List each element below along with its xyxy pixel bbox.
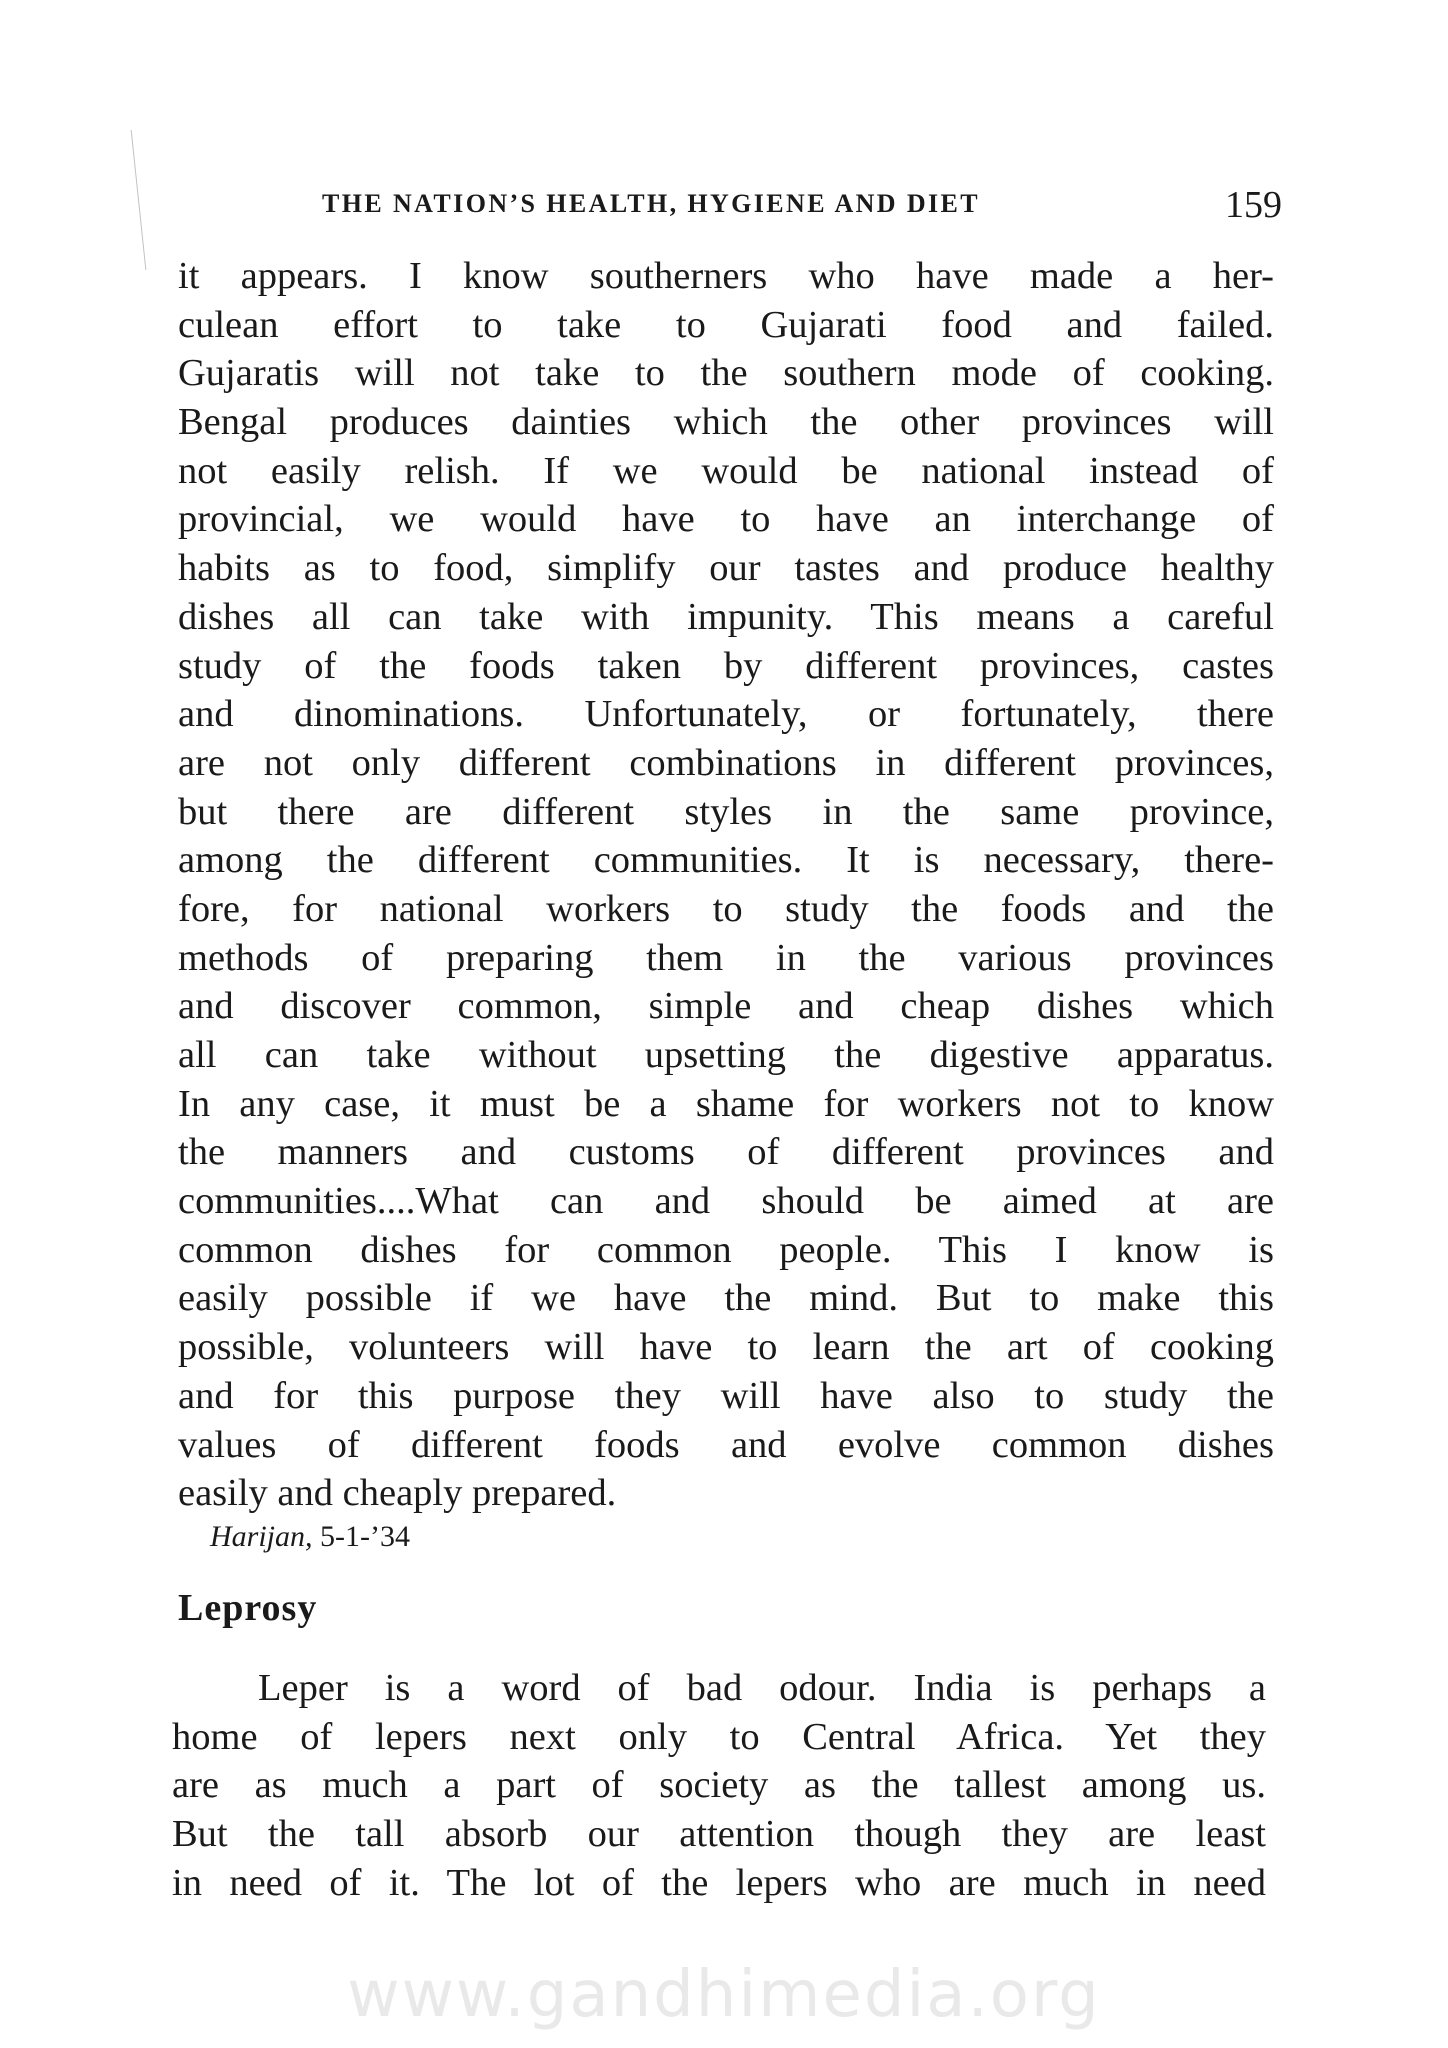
- text-line: provincial, we would have to have an interchange of: [178, 498, 1274, 541]
- text-line: easily and cheaply prepared.: [178, 1472, 617, 1515]
- source-citation: [210, 1520, 410, 1554]
- watermark: www.gandhimedia.org: [347, 1958, 1101, 2032]
- text-line: fore, for national workers to study the foods and the: [178, 887, 1274, 930]
- text-line: but there are different styles in the same province,: [178, 790, 1274, 833]
- text-line: habits as to food, simplify our tastes and produce healthy: [178, 547, 1274, 590]
- text-line: and for this purpose they will have also to study the: [178, 1374, 1274, 1417]
- text-line: and dinominations. Unfortunately, or fortunately, there: [178, 693, 1274, 736]
- running-header: [322, 183, 1282, 233]
- text-line: In any case, it must be a shame for workers not to know: [178, 1082, 1274, 1125]
- citation-publication: Harijan,: [210, 1520, 313, 1553]
- section-body: [172, 1664, 1266, 1907]
- text-line: possible, volunteers will have to learn the art of cooking: [178, 1326, 1274, 1369]
- citation-date: 5-1-’34: [320, 1520, 410, 1553]
- text-line: values of different foods and evolve common dishes: [178, 1423, 1274, 1466]
- text-line: study of the foods taken by different provinces, castes: [178, 644, 1274, 687]
- page-number: 159: [1225, 184, 1282, 226]
- running-title: THE NATION’S HEALTH, HYGIENE AND DIET: [322, 189, 981, 218]
- text-line: and discover common, simple and cheap dishes which: [178, 985, 1274, 1028]
- text-line: it appears. I know southerners who have made a her-: [178, 255, 1274, 297]
- text-line: Gujaratis will not take to the southern mode of cooking.: [178, 352, 1274, 395]
- text-line: not easily relish. If we would be national instead of: [178, 449, 1274, 492]
- margin-pencil-mark: [131, 130, 161, 270]
- passage-continuation: [178, 252, 1274, 1518]
- text-line: among the different communities. It is necessary, there-: [178, 839, 1274, 882]
- text-line: communities....What can and should be aimed at are: [178, 1180, 1274, 1223]
- text-line: methods of preparing them in the various provinces: [178, 936, 1274, 979]
- text-line: all can take without upsetting the digestive apparatus.: [178, 1034, 1274, 1076]
- text-line: culean effort to take to Gujarati food and failed.: [178, 303, 1274, 346]
- text-line: in need of it. The lot of the lepers who are much in need: [172, 1861, 1266, 1904]
- text-line: are as much a part of society as the tallest among us.: [172, 1764, 1266, 1807]
- text-line: Leper is a word of bad odour. India is perhaps a: [258, 1667, 1266, 1709]
- text-line: common dishes for common people. This I know is: [178, 1228, 1274, 1271]
- text-line: Bengal produces dainties which the other provinces will: [178, 401, 1274, 444]
- text-line: the manners and customs of different provinces and: [178, 1131, 1274, 1174]
- text-line: easily possible if we have the mind. But to make this: [178, 1277, 1274, 1320]
- text-line: home of lepers next only to Central Africa. Yet they: [172, 1715, 1266, 1758]
- text-line: But the tall absorb our attention though they are least: [172, 1813, 1266, 1856]
- section-heading: Leprosy: [178, 1587, 318, 1629]
- text-line: dishes all can take with impunity. This means a careful: [178, 595, 1274, 638]
- text-line: are not only different combinations in different provinces,: [178, 741, 1274, 784]
